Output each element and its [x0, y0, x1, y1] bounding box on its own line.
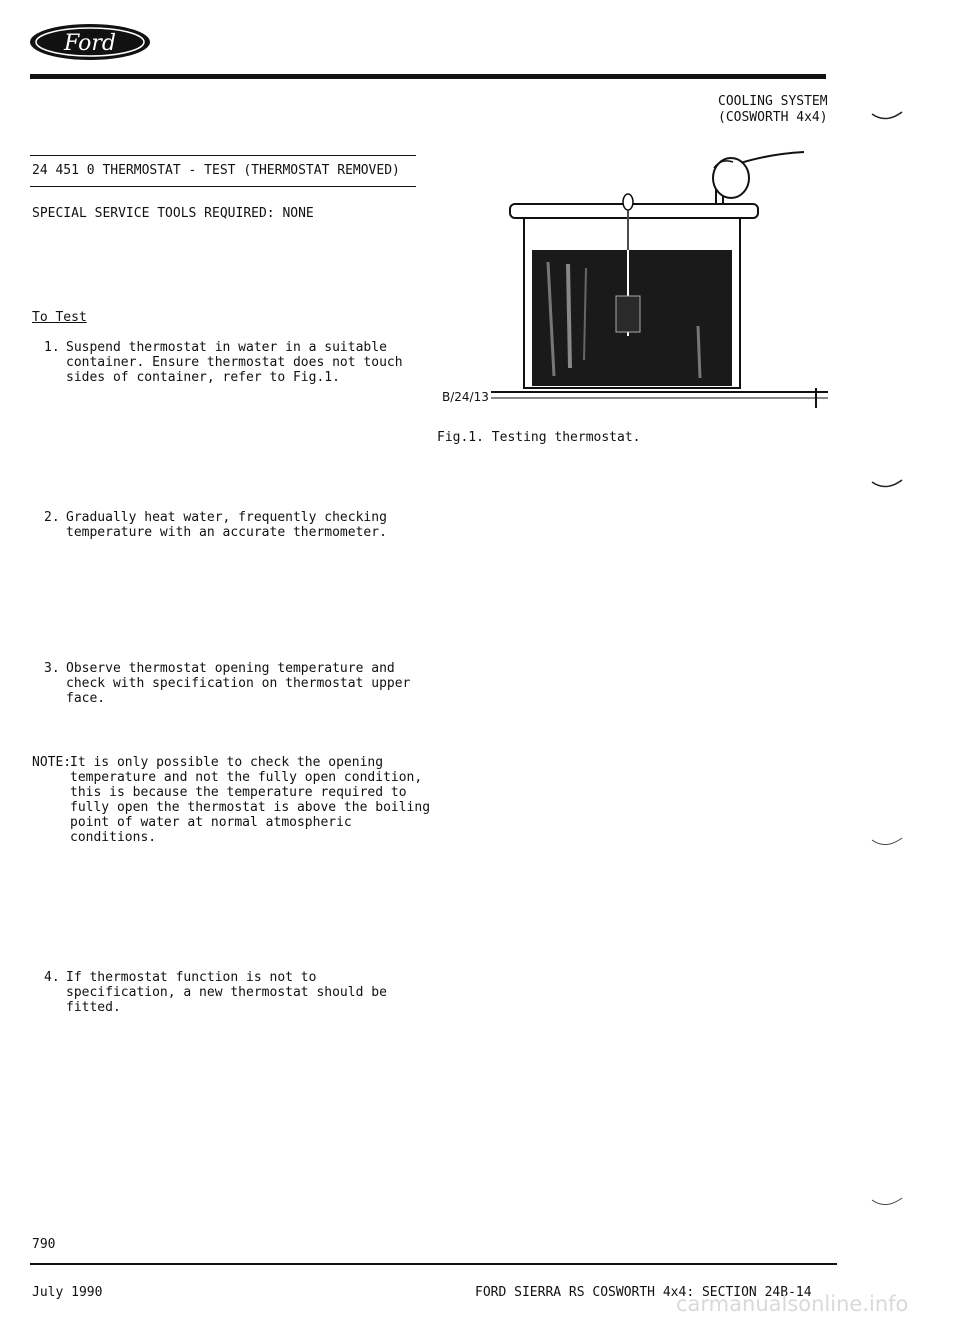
procedure-header: 24 451 0 THERMOSTAT - TEST (THERMOSTAT REMOVED)	[32, 163, 400, 178]
watermark: carmanualsonline.info	[676, 1292, 909, 1316]
step-2: 2. Gradually heat water, frequently checking temperature with an accurate thermometer.	[44, 510, 387, 540]
step-3: 3. Observe thermostat opening temperature and check with specification on thermostat upper face.	[44, 661, 411, 706]
footer-rule	[30, 1263, 837, 1265]
to-test-heading: To Test	[32, 310, 87, 325]
footer-title: FORD SIERRA RS COSWORTH 4x4: SECTION 24B-14	[475, 1285, 812, 1300]
binder-hole-mark	[870, 836, 904, 850]
binder-hole-mark	[870, 110, 904, 124]
binder-hole-mark	[870, 478, 904, 492]
header-rule	[30, 74, 826, 79]
logo-text: Ford	[64, 31, 116, 56]
figure-caption: Fig.1. Testing thermostat.	[437, 430, 641, 445]
figure-code: B/24/13	[442, 390, 489, 404]
section-title: COOLING SYSTEM (COSWORTH 4x4)	[718, 94, 828, 125]
thermostat-test-illustration	[436, 146, 836, 408]
ford-logo	[28, 22, 152, 62]
special-tools-line: SPECIAL SERVICE TOOLS REQUIRED: NONE	[32, 206, 314, 221]
binder-hole-mark	[870, 1196, 904, 1210]
procedure-rule-bottom	[30, 186, 416, 187]
page-number: 790	[32, 1237, 56, 1252]
footer-date: July 1990	[32, 1285, 103, 1300]
step-4: 4. If thermostat function is not to specification, a new thermostat should be fitted.	[44, 970, 387, 1015]
procedure-rule-top	[30, 155, 416, 156]
step-1: 1. Suspend thermostat in water in a suitable container. Ensure thermostat does not touch sides of container, refer to Fig.1.	[44, 340, 403, 385]
note: NOTE: It is only possible to check the opening temperature and not the fully open condition, this is because the temperature required to fully open the thermostat is above the boiling point of water at normal atmospheric conditions.	[32, 755, 431, 845]
